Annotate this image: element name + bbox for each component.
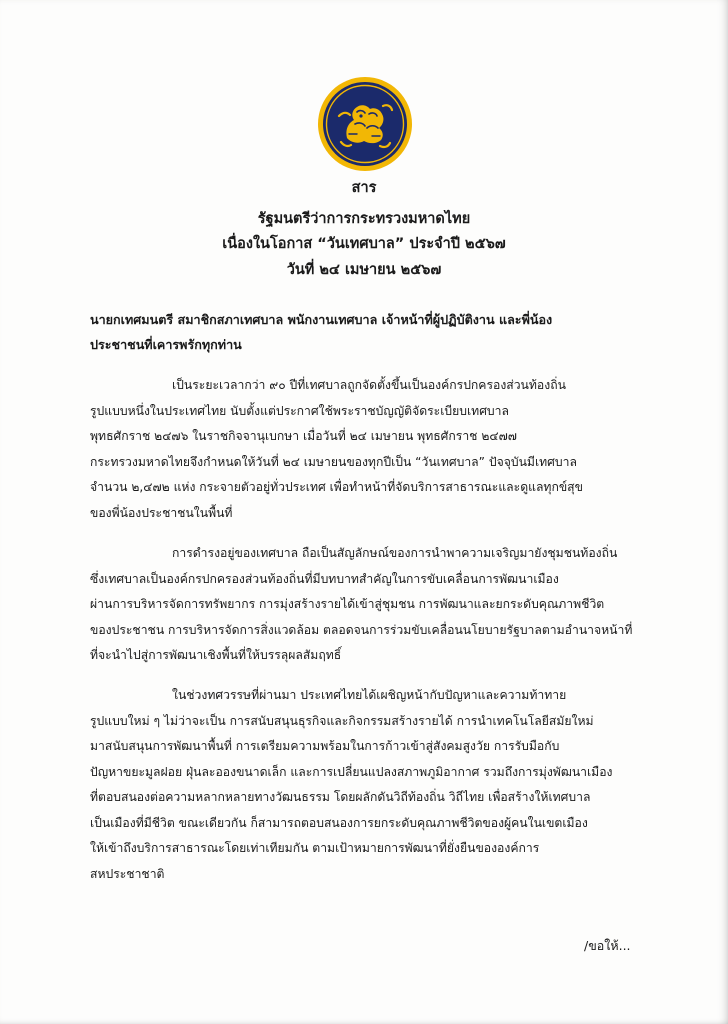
body-line: ของประชาชน การบริหารจัดการสิ่งแวดล้อม ตลอดจนการร่วมขับเคลื่อนนโยบายรัฐบาลตามอำนาจหน้าที่ <box>90 623 633 637</box>
body-line: ในช่วงทศวรรษที่ผ่านมา ประเทศไทยได้เผชิญหน้ากับปัญหาและความท้าทาย <box>172 688 567 702</box>
body-line: เป็นระยะเวลากว่า ๙๐ ปีที่เทศบาลถูกจัดตั้งขึ้นเป็นองค์กรปกครองส่วนท้องถิ่น <box>172 378 566 392</box>
body-line: จำนวน ๒,๔๗๒ แห่ง กระจายตัวอยู่ทั่วประเทศ เพื่อทำหน้าที่จัดบริการสาธารณะและดูแลทุกข์สุข <box>90 480 583 494</box>
body-line: การดำรงอยู่ของเทศบาล ถือเป็นสัญลักษณ์ของการนำพาความเจริญมายังชุมชนท้องถิ่น <box>172 546 618 560</box>
salutation-line: นายกเทศมนตรี สมาชิกสภาเทศบาล พนักงานเทศบาล เจ้าหน้าที่ผู้ปฏิบัติงาน และพี่น้อง <box>90 312 553 327</box>
body-line: ผ่านการบริหารจัดการทรัพยากร การมุ่งสร้างรายได้เข้าสู่ชุมชน การพัฒนาและยกระดับคุณภาพชีวิต <box>90 597 605 611</box>
continuation-marker: /ขอให้... <box>584 938 631 953</box>
body-line: รูปแบบใหม่ ๆ ไม่ว่าจะเป็น การสนับสนุนธุรกิจและกิจกรรมสร้างรายได้ การนำเทคโนโลยีสมัยใหม่ <box>90 714 594 728</box>
document-date: วันที่ ๒๔ เมษายน ๒๕๖๗ <box>286 262 442 278</box>
body-line: มาสนับสนุนการพัฒนาพื้นที่ การเตรียมความพร้อมในการก้าวเข้าสู่สังคมสูงวัย การรับมือกับ <box>90 739 560 753</box>
body-line: กระทรวงมหาดไทยจึงกำหนดให้วันที่ ๒๔ เมษายนของทุกปีเป็น “วันเทศบาล” ปัจจุบันมีเทศบาล <box>90 455 577 469</box>
body-line: พุทธศักราช ๒๔๗๖ ในราชกิจจานุเบกษา เมื่อวันที่ ๒๔ เมษายน พุทธศักราช ๒๔๗๗ <box>90 429 517 443</box>
occasion-title: เนื่องในโอกาส “วันเทศบาล” ประจำปี ๒๕๖๗ <box>222 236 506 252</box>
body-line: ที่จะนำไปสู่การพัฒนาเชิงพื้นที่ให้บรรลุผลสัมฤทธิ์ <box>90 648 342 662</box>
body-line: เป็นเมืองที่มีชีวิต ขณะเดียวกัน ก็สามารถตอบสนองการยกระดับคุณภาพชีวิตของผู้คนในเขตเมือง <box>90 816 588 830</box>
salutation-line: ประชาชนที่เคารพรักทุกท่าน <box>90 337 242 352</box>
sender-title: รัฐมนตรีว่าการกระทรวงมหาดไทย <box>257 211 471 227</box>
body-line: ของพี่น้องประชาชนในพื้นที่ <box>90 506 233 520</box>
body-line: ซึ่งเทศบาลเป็นองค์กรปกครองส่วนท้องถิ่นที่มีบทบาทสำคัญในการขับเคลื่อนการพัฒนาเมือง <box>90 572 559 586</box>
body-line: ให้เข้าถึงบริการสาธารณะโดยเท่าเทียมกัน ตามเป้าหมายการพัฒนาที่ยั่งยืนขององค์การ <box>90 841 540 855</box>
ministry-of-interior-seal-icon <box>317 76 413 172</box>
body-line: รูปแบบหนึ่งในประเทศไทย นับตั้งแต่ประกาศใช้พระราชบัญญัติจัดระเบียบเทศบาล <box>90 404 509 418</box>
body-line: ที่ตอบสนองต่อความหลากหลายทางวัฒนธรรม โดยผลักดันวิถีท้องถิ่น วิถีไทย เพื่อสร้างให้เทศบาล <box>90 790 591 804</box>
body-line: สหประชาชาติ <box>90 867 165 881</box>
message-title: สาร <box>351 180 377 196</box>
body-line: ปัญหาขยะมูลฝอย ฝุ่นละอองขนาดเล็ก และการเปลี่ยนแปลงสภาพภูมิอากาศ รวมถึงการมุ่งพัฒนาเมือง <box>90 765 613 779</box>
